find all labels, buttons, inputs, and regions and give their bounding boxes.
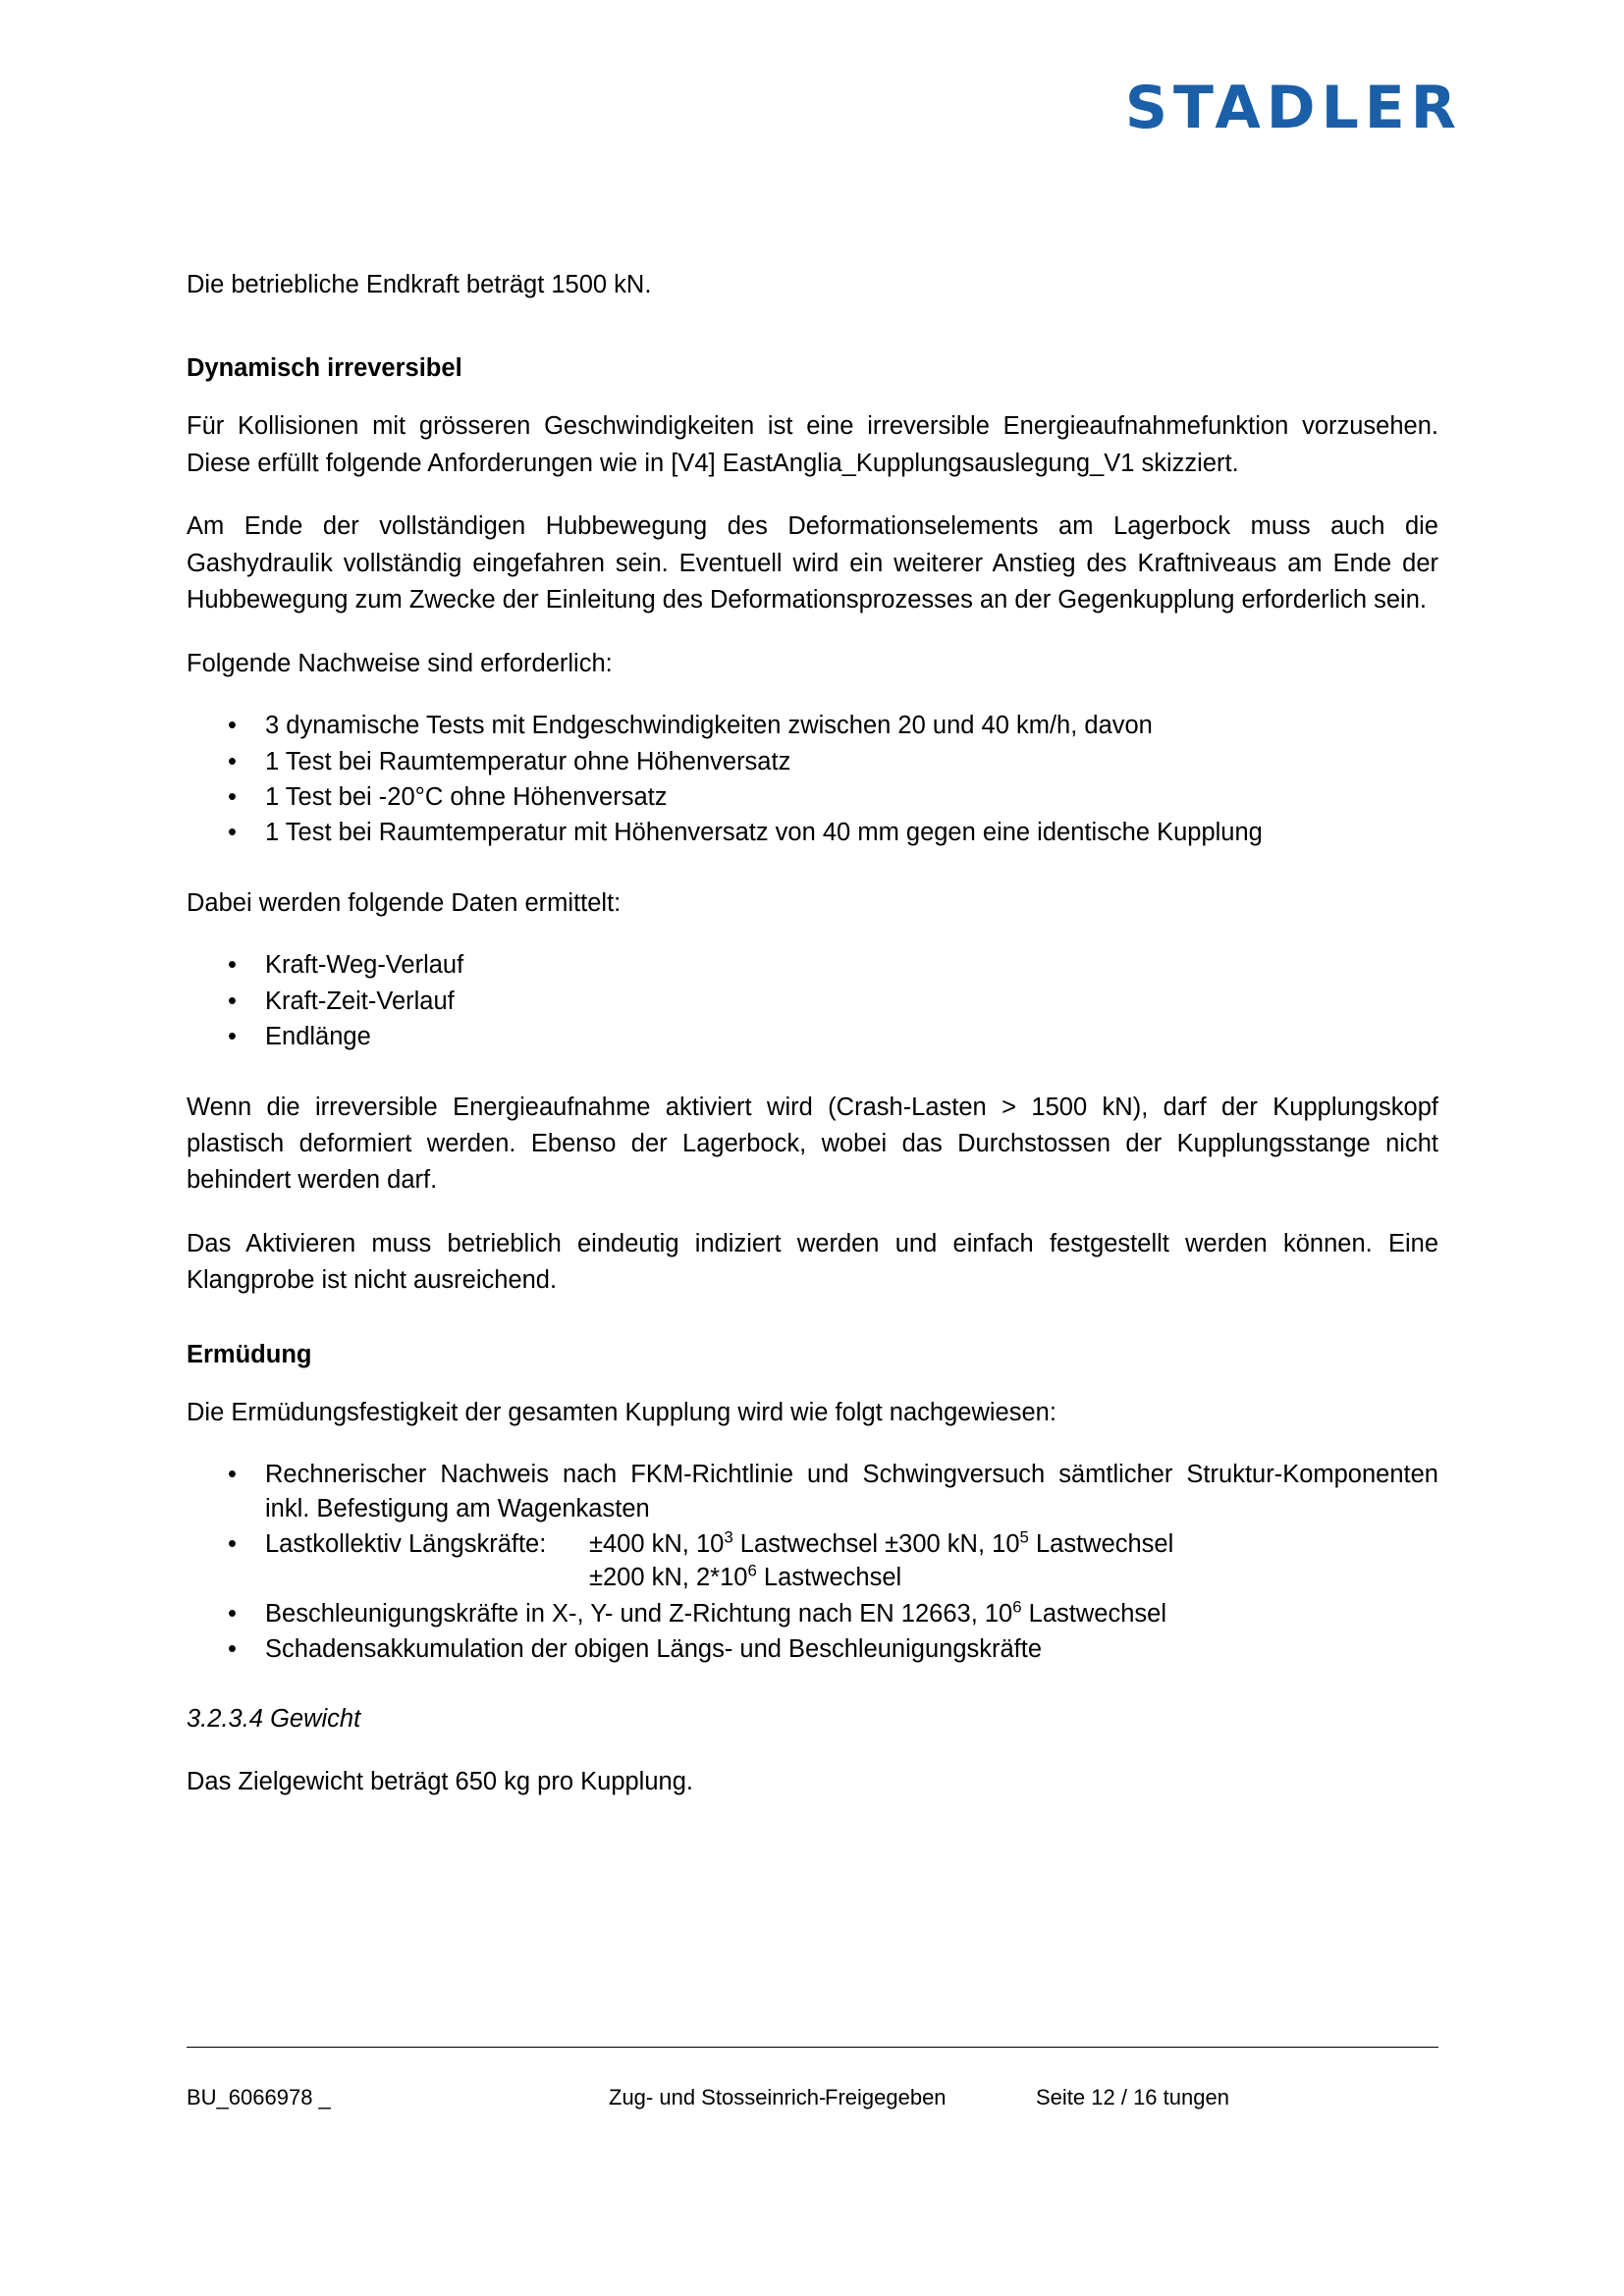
page-header <box>951 69 1462 147</box>
lastkollektiv-value-e: Lastwechsel <box>756 1564 902 1592</box>
lastkollektiv-line-1 <box>265 1527 1438 1561</box>
list-item-label: Endlänge <box>265 1023 371 1051</box>
exponent-6: 6 <box>747 1561 757 1580</box>
exponent-6: 6 <box>1012 1597 1022 1617</box>
list-item-label: 1 Test bei -20°C ohne Höhenversatz <box>265 782 668 811</box>
heading-3-2-3-4-gewicht: 3.2.3.4 Gewicht <box>187 1704 361 1733</box>
list-item-label: Rechnerischer Nachweis nach FKM-Richtlinie und Schwingversuch sämtlicher Struktur-Komponenten inkl. Befestigung am Wagenkasten <box>265 1461 1438 1522</box>
paragraph-daten-intro: Dabei werden folgende Daten ermittelt: <box>187 888 622 917</box>
list-item-label: 3 dynamische Tests mit Endgeschwindigkeiten zwischen 20 und 40 km/h, davon <box>265 712 1153 740</box>
paragraph-irreversible-funktion: Für Kollisionen mit grösseren Geschwindigkeiten ist eine irreversible Energieaufnahmefunktion vorzusehen. Diese erfüllt folgende Anforderungen wie in [V4] EastAnglia_Kupplungsauslegung_V1 skizziert. <box>187 412 1438 477</box>
bullet-icon: • <box>228 819 237 847</box>
heading-ermuedung: Ermüdung <box>187 1340 312 1368</box>
heading-dynamisch-irreversibel: Dynamisch irreversibel <box>187 354 462 383</box>
list-item <box>187 816 1438 849</box>
bullet-icon: • <box>228 1023 237 1051</box>
footer-title: Zug- und Stosseinrich- <box>609 2085 827 2109</box>
beschleunigung-text-b: Lastwechsel <box>1021 1599 1167 1628</box>
list-item <box>187 1458 1438 1525</box>
footer-divider <box>187 2047 1438 2048</box>
list-item <box>187 745 1438 778</box>
exponent-5: 5 <box>1019 1527 1029 1547</box>
lastkollektiv-value-b: Lastwechsel ±300 kN, 10 <box>732 1529 1020 1558</box>
paragraph-ermuedung-intro: Die Ermüdungsfestigkeit der gesamten Kupplung wird wie folgt nachgewiesen: <box>187 1398 1056 1426</box>
beschleunigung-text-a: Beschleunigungskräfte in X-, Y- und Z-Richtung nach EN 12663, 10 <box>265 1599 1013 1628</box>
paragraph-crash-lasten: Wenn die irreversible Energieaufnahme aktiviert wird (Crash-Lasten > 1500 kN), darf der Kupplungskopf plastisch deformiert werden. Ebenso der Lagerbock, wobei das Durchstossen der Kupplungsstange nicht behindert werden darf. <box>187 1093 1438 1195</box>
lastkollektiv-label: Lastkollektiv Längskräfte: <box>265 1529 547 1558</box>
list-ermittelte-daten <box>187 948 1438 1053</box>
bullet-icon: • <box>228 951 237 980</box>
page-footer <box>187 2083 1438 2113</box>
bullet-icon: • <box>228 747 237 775</box>
document-body <box>187 267 1438 1828</box>
bullet-icon: • <box>228 1635 237 1664</box>
footer-status: Freigegeben <box>825 2085 947 2109</box>
paragraph-nachweise-intro: Folgende Nachweise sind erforderlich: <box>187 649 613 677</box>
bullet-icon: • <box>228 1599 237 1628</box>
paragraph-aktivieren: Das Aktivieren muss betrieblich eindeutig indiziert werden und einfach festgestellt werden können. Eine Klangprobe ist nicht ausreichend. <box>187 1229 1438 1295</box>
footer-document-number: BU_6066978 _ <box>187 2085 331 2109</box>
bullet-icon: • <box>228 987 237 1015</box>
intro-paragraph: Die betriebliche Endkraft beträgt 1500 kN. <box>187 271 652 298</box>
list-item <box>187 1632 1438 1666</box>
list-item <box>187 948 1438 982</box>
footer-page-number: Seite 12 / 16 tungen <box>1036 2085 1229 2109</box>
paragraph-hubbewegung: Am Ende der vollständigen Hubbewegung des Deformationselements am Lagerbock muss auch die Gashydraulik vollständig eingefahren sein. Eventuell wird ein weiterer Anstieg des Kraftniveaus am Ende der Hubbewegung zum Zwecke der Einleitung des Deformationsprozesses an der Gegenkupplung erforderlich sein. <box>187 512 1438 614</box>
list-item-lastkollektiv <box>187 1527 1438 1595</box>
list-item <box>187 709 1438 742</box>
bullet-icon: • <box>228 782 237 811</box>
list-item <box>187 780 1438 814</box>
list-item-label: 1 Test bei Raumtemperatur ohne Höhenversatz <box>265 747 791 775</box>
list-ermuedung-nachweise <box>187 1458 1438 1667</box>
paragraph-zielgewicht: Das Zielgewicht beträgt 650 kg pro Kupplung. <box>187 1768 693 1796</box>
list-item-label: Kraft-Weg-Verlauf <box>265 951 464 980</box>
list-item-label: Kraft-Zeit-Verlauf <box>265 987 455 1015</box>
list-item-label: Schadensakkumulation der obigen Längs- und Beschleunigungskräfte <box>265 1635 1043 1664</box>
lastkollektiv-value-c: Lastwechsel <box>1028 1529 1174 1558</box>
lastkollektiv-value-d: ±200 kN, 2*10 <box>589 1564 748 1592</box>
list-item-beschleunigung <box>187 1597 1438 1630</box>
lastkollektiv-value-a: ±400 kN, 10 <box>589 1529 725 1558</box>
bullet-icon: • <box>228 1529 237 1558</box>
list-item-label: 1 Test bei Raumtemperatur mit Höhenversatz von 40 mm gegen eine identische Kupplung <box>265 819 1263 847</box>
stadler-logo: STADLER <box>1124 74 1462 142</box>
list-item <box>187 985 1438 1018</box>
bullet-icon: • <box>228 712 237 740</box>
lastkollektiv-line-2 <box>265 1561 1438 1594</box>
bullet-icon: • <box>228 1461 237 1489</box>
list-item <box>187 1020 1438 1053</box>
list-nachweise <box>187 709 1438 850</box>
exponent-3: 3 <box>724 1527 733 1547</box>
